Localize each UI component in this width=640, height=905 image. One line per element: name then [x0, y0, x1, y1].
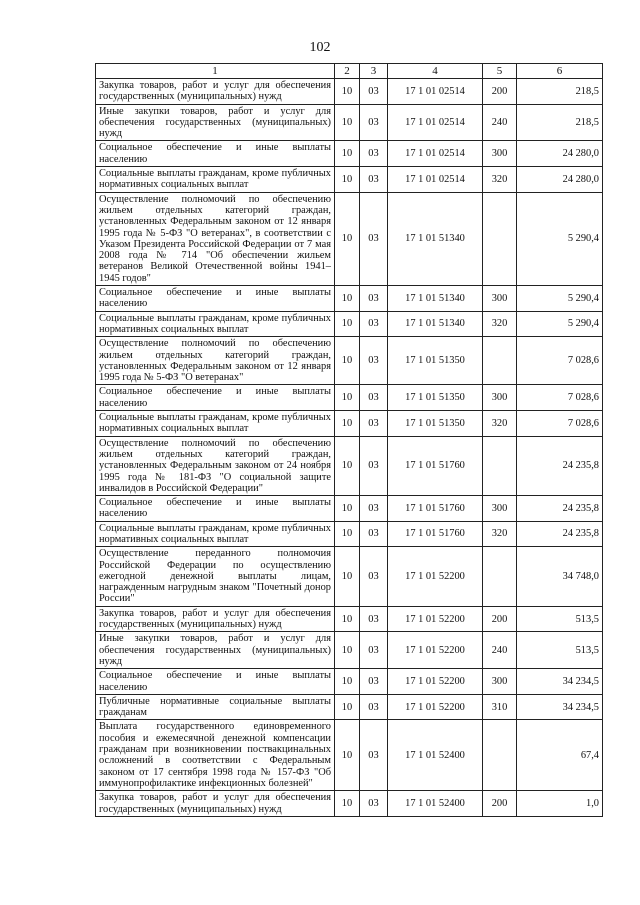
row-section: 10: [335, 791, 360, 817]
row-amount: 7 028,6: [517, 337, 603, 385]
row-subsection: 03: [360, 79, 388, 105]
header-col-1: 1: [96, 64, 335, 79]
row-expense-type: 300: [483, 385, 517, 411]
header-col-4: 4: [388, 64, 483, 79]
row-subsection: 03: [360, 521, 388, 547]
row-amount: 67,4: [517, 720, 603, 791]
row-subsection: 03: [360, 496, 388, 522]
row-name: Осуществление полномочий по обеспечению жильем отдельных категорий граждан, установленных Федеральным законом от 12 января 1995 года № 5-ФЗ "О ветеранах": [96, 337, 335, 385]
row-name: Социальное обеспечение и иные выплаты населению: [96, 286, 335, 312]
row-name: Осуществление переданного полномочия Российской Федерации по осуществлению ежегодной денежной выплаты лицам, награжденным нагрудным знаком "Почетный донор России": [96, 547, 335, 606]
row-target-article: 17 1 01 52200: [388, 632, 483, 669]
row-name: Социальное обеспечение и иные выплаты населению: [96, 496, 335, 522]
row-expense-type: 200: [483, 606, 517, 632]
table-row: [96, 496, 603, 522]
row-amount: 5 290,4: [517, 311, 603, 337]
row-amount: 7 028,6: [517, 411, 603, 437]
row-section: 10: [335, 411, 360, 437]
row-subsection: 03: [360, 669, 388, 695]
row-section: 10: [335, 337, 360, 385]
row-subsection: 03: [360, 606, 388, 632]
row-target-article: 17 1 01 02514: [388, 79, 483, 105]
table-row: [96, 720, 603, 791]
row-subsection: 03: [360, 192, 388, 285]
row-section: 10: [335, 496, 360, 522]
table-row: [96, 385, 603, 411]
table-row: [96, 141, 603, 167]
row-section: 10: [335, 141, 360, 167]
table-row: [96, 192, 603, 285]
row-section: 10: [335, 104, 360, 141]
table-row: [96, 521, 603, 547]
row-name: Закупка товаров, работ и услуг для обеспечения государственных (муниципальных) нужд: [96, 606, 335, 632]
row-target-article: 17 1 01 52200: [388, 606, 483, 632]
row-name: Выплата государственного единовременного пособия и ежемесячной денежной компенсации гражданам при возникновении поствакцинальных осложнений в соответствии с Федеральным законом от 17 сентября 1998 года № 157-ФЗ "Об иммунопрофилактике инфекционных болезней": [96, 720, 335, 791]
header-col-2: 2: [335, 64, 360, 79]
row-amount: 24 235,8: [517, 521, 603, 547]
budget-table: [95, 63, 603, 817]
row-subsection: 03: [360, 547, 388, 606]
row-section: 10: [335, 436, 360, 495]
row-section: 10: [335, 192, 360, 285]
table-row: [96, 286, 603, 312]
header-col-3: 3: [360, 64, 388, 79]
row-target-article: 17 1 01 51760: [388, 436, 483, 495]
row-subsection: 03: [360, 167, 388, 193]
table-row: [96, 669, 603, 695]
row-amount: 5 290,4: [517, 286, 603, 312]
row-target-article: 17 1 01 51350: [388, 385, 483, 411]
row-section: 10: [335, 311, 360, 337]
row-expense-type: [483, 547, 517, 606]
row-subsection: 03: [360, 141, 388, 167]
row-section: 10: [335, 167, 360, 193]
row-target-article: 17 1 01 02514: [388, 104, 483, 141]
row-name: Социальные выплаты гражданам, кроме публичных нормативных социальных выплат: [96, 167, 335, 193]
table-row: [96, 311, 603, 337]
row-subsection: 03: [360, 385, 388, 411]
table-row: [96, 632, 603, 669]
row-expense-type: [483, 720, 517, 791]
row-name: Осуществление полномочий по обеспечению жильем отдельных категорий граждан, установленных Федеральным законом от 12 января 1995 года № 5-ФЗ "О ветеранах", в соответствии с Указом Президента Российской Федерации от 7 мая 2008 года № 714 "Об обеспечении жильем ветеранов Великой Отечественной войны 1941–1945 годов": [96, 192, 335, 285]
row-amount: 34 234,5: [517, 694, 603, 720]
row-section: 10: [335, 669, 360, 695]
row-expense-type: 300: [483, 141, 517, 167]
row-subsection: 03: [360, 791, 388, 817]
row-amount: 34 748,0: [517, 547, 603, 606]
row-target-article: 17 1 01 52400: [388, 791, 483, 817]
row-amount: 34 234,5: [517, 669, 603, 695]
row-target-article: 17 1 01 51340: [388, 311, 483, 337]
table-row: [96, 606, 603, 632]
row-name: Социальные выплаты гражданам, кроме публичных нормативных социальных выплат: [96, 311, 335, 337]
row-expense-type: 300: [483, 669, 517, 695]
table-row: [96, 436, 603, 495]
row-expense-type: 300: [483, 286, 517, 312]
row-name: Иные закупки товаров, работ и услуг для обеспечения государственных (муниципальных) нужд: [96, 104, 335, 141]
row-section: 10: [335, 694, 360, 720]
row-amount: 5 290,4: [517, 192, 603, 285]
row-section: 10: [335, 79, 360, 105]
row-target-article: 17 1 01 51350: [388, 411, 483, 437]
row-target-article: 17 1 01 52200: [388, 547, 483, 606]
row-expense-type: [483, 436, 517, 495]
row-name: Закупка товаров, работ и услуг для обеспечения государственных (муниципальных) нужд: [96, 79, 335, 105]
row-expense-type: 320: [483, 167, 517, 193]
row-target-article: 17 1 01 51760: [388, 521, 483, 547]
row-amount: 513,5: [517, 632, 603, 669]
header-row: [96, 64, 603, 79]
row-subsection: 03: [360, 436, 388, 495]
row-expense-type: 320: [483, 521, 517, 547]
row-name: Социальное обеспечение и иные выплаты населению: [96, 669, 335, 695]
row-name: Социальное обеспечение и иные выплаты населению: [96, 141, 335, 167]
table-row: [96, 337, 603, 385]
row-name: Публичные нормативные социальные выплаты гражданам: [96, 694, 335, 720]
row-amount: 24 235,8: [517, 436, 603, 495]
row-subsection: 03: [360, 632, 388, 669]
row-amount: 24 235,8: [517, 496, 603, 522]
row-section: 10: [335, 286, 360, 312]
row-amount: 7 028,6: [517, 385, 603, 411]
table-row: [96, 694, 603, 720]
row-section: 10: [335, 632, 360, 669]
row-subsection: 03: [360, 286, 388, 312]
table-row: [96, 104, 603, 141]
row-amount: 1,0: [517, 791, 603, 817]
row-expense-type: 240: [483, 104, 517, 141]
row-expense-type: 240: [483, 632, 517, 669]
row-subsection: 03: [360, 720, 388, 791]
row-section: 10: [335, 385, 360, 411]
row-amount: 24 280,0: [517, 141, 603, 167]
row-name: Социальные выплаты гражданам, кроме публичных нормативных социальных выплат: [96, 521, 335, 547]
row-section: 10: [335, 547, 360, 606]
row-name: Социальные выплаты гражданам, кроме публичных нормативных социальных выплат: [96, 411, 335, 437]
row-expense-type: 320: [483, 311, 517, 337]
row-name: Иные закупки товаров, работ и услуг для обеспечения государственных (муниципальных) нужд: [96, 632, 335, 669]
row-section: 10: [335, 521, 360, 547]
row-target-article: 17 1 01 52200: [388, 669, 483, 695]
row-expense-type: [483, 337, 517, 385]
table-row: [96, 79, 603, 105]
row-subsection: 03: [360, 337, 388, 385]
row-expense-type: 310: [483, 694, 517, 720]
row-expense-type: 200: [483, 791, 517, 817]
row-target-article: 17 1 01 51340: [388, 286, 483, 312]
header-col-5: 5: [483, 64, 517, 79]
table-row: [96, 411, 603, 437]
row-target-article: 17 1 01 02514: [388, 167, 483, 193]
row-amount: 218,5: [517, 79, 603, 105]
row-target-article: 17 1 01 51760: [388, 496, 483, 522]
row-target-article: 17 1 01 51350: [388, 337, 483, 385]
row-name: Закупка товаров, работ и услуг для обеспечения государственных (муниципальных) нужд: [96, 791, 335, 817]
row-expense-type: 200: [483, 79, 517, 105]
row-expense-type: 300: [483, 496, 517, 522]
table-row: [96, 791, 603, 817]
row-subsection: 03: [360, 411, 388, 437]
row-section: 10: [335, 720, 360, 791]
table-body: [96, 79, 603, 817]
row-target-article: 17 1 01 02514: [388, 141, 483, 167]
row-target-article: 17 1 01 52400: [388, 720, 483, 791]
row-name: Социальное обеспечение и иные выплаты населению: [96, 385, 335, 411]
row-amount: 218,5: [517, 104, 603, 141]
row-amount: 24 280,0: [517, 167, 603, 193]
row-subsection: 03: [360, 311, 388, 337]
row-amount: 513,5: [517, 606, 603, 632]
row-expense-type: [483, 192, 517, 285]
table-row: [96, 547, 603, 606]
row-subsection: 03: [360, 104, 388, 141]
table-row: [96, 167, 603, 193]
header-col-6: 6: [517, 64, 603, 79]
page-number: 102: [309, 40, 331, 55]
row-subsection: 03: [360, 694, 388, 720]
row-section: 10: [335, 606, 360, 632]
row-name: Осуществление полномочий по обеспечению жильем отдельных категорий граждан, установленных Федеральным законом от 24 ноября 1995 года № 181-ФЗ "О социальной защите инвалидов в Российской Федерации": [96, 436, 335, 495]
row-target-article: 17 1 01 52200: [388, 694, 483, 720]
row-target-article: 17 1 01 51340: [388, 192, 483, 285]
row-expense-type: 320: [483, 411, 517, 437]
